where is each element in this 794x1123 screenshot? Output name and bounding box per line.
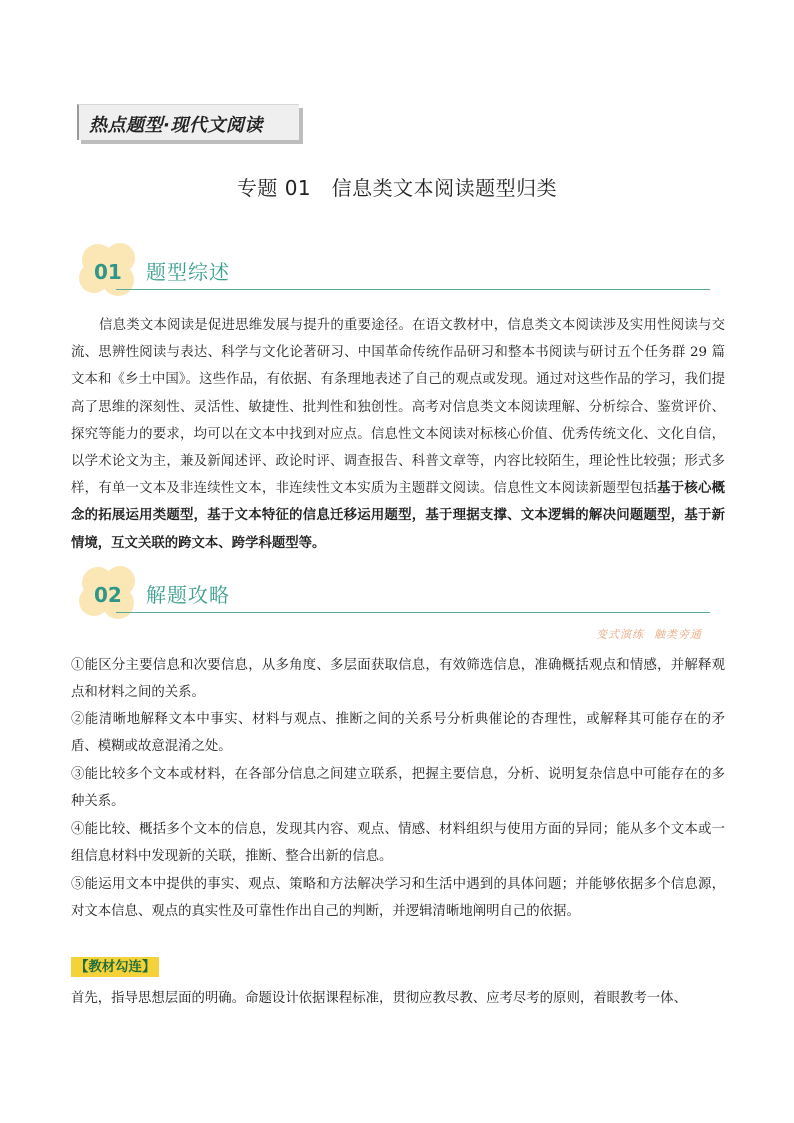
overview-bold-text: 基于核心概念的拓展运用类题型，基于文本特征的信息迁移运用题型，基于理据支撑、文本逻辑的解决问题题型，基于新情境，互文关联的跨文本、跨学科题型等。 [71,480,726,551]
hint-text-a: 变式演练 [596,628,644,641]
section-hint [596,626,702,642]
section-title: 解题攻略 [146,583,230,607]
strategy-item: ③能比较多个文本或材料，在各部分信息之间建立联系，把握主要信息，分析、说明复杂信息中可能存在的多种关系。 [71,767,725,810]
banner-label: 热点题型·现代文阅读 [89,115,263,136]
section-number: 02 [94,583,122,607]
strategy-item: ②能清晰地解释文本中事实、材料与观点、推断之间的关系号分析典催论的杏理性，或解释其可能存在的矛盾、模糊或故意混淆之处。 [71,712,725,755]
hint-text-b: 触类旁通 [654,628,702,641]
strategy-item: ①能区分主要信息和次要信息，从多角度、多层面获取信息，有效筛选信息，准确概括观点和情感，并解释观点和材料之间的关系。 [71,658,725,701]
banner-box [77,104,299,140]
section-title: 题型综述 [146,260,230,284]
strategy-item: ⑤能运用文本中提供的事实、观点、策略和方法解决学习和生活中遇到的具体问题；并能够依据多个信息源，对文本信息、观点的真实性及可靠性作出自己的判断，并逻辑清晰地阐明自己的依据。 [71,877,725,920]
strategy-item: ④能比较、概括多个文本的信息，发现其内容、观点、情感、材料组织与使用方面的异同；能从多个文本或一组信息材料中发现新的关联，推断、整合出新的信息。 [71,822,725,865]
overview-paragraph [71,312,725,557]
section-header-01 [76,240,716,300]
section-number: 01 [94,260,122,284]
section-divider [116,612,710,613]
textbook-text: 首先，指导思想层面的明确。命题设计依据课程标准，贯彻应教尽教、应考尽考的原则，着眼教考一体、 [71,991,687,1006]
overview-text: 信息类文本阅读是促进思维发展与提升的重要途径。在语文教材中，信息类文本阅读涉及实用性阅读与交流、思辨性阅读与表达、科学与文化论著研习、中国革命传统作品研习和整本书阅读与研讨五个任务群 29 篇文本和《乡土中国》。这些作品，有依据、有条理地表述了自己的观点或发现。通过对这些作品的学习，我们提高了思维的深刻性、灵活性、敏捷性、批判性和独创性。高考对信息类文本阅读理解、分析综合、鉴赏评价、探究等能力的要求，均可以在文本中找到对应点。信息性文本阅读对标核心价值、优秀传统文化、文化自信，以学术论文为主，兼及新闻述评、政论时评、调查报告、科普文章等，内容比较陌生，理论性比较强；形式多样，有单一文本及非连续性文本，非连续性文本实质为主题群文阅读。信息性文本阅读新题型包括 [71,318,725,497]
textbook-tag: 【教材勾连】 [71,957,159,977]
section-divider [116,289,710,290]
section-header-02 [76,563,716,623]
section-banner [77,104,303,144]
page-title: 专题 01 信息类文本阅读题型归类 [236,176,558,200]
